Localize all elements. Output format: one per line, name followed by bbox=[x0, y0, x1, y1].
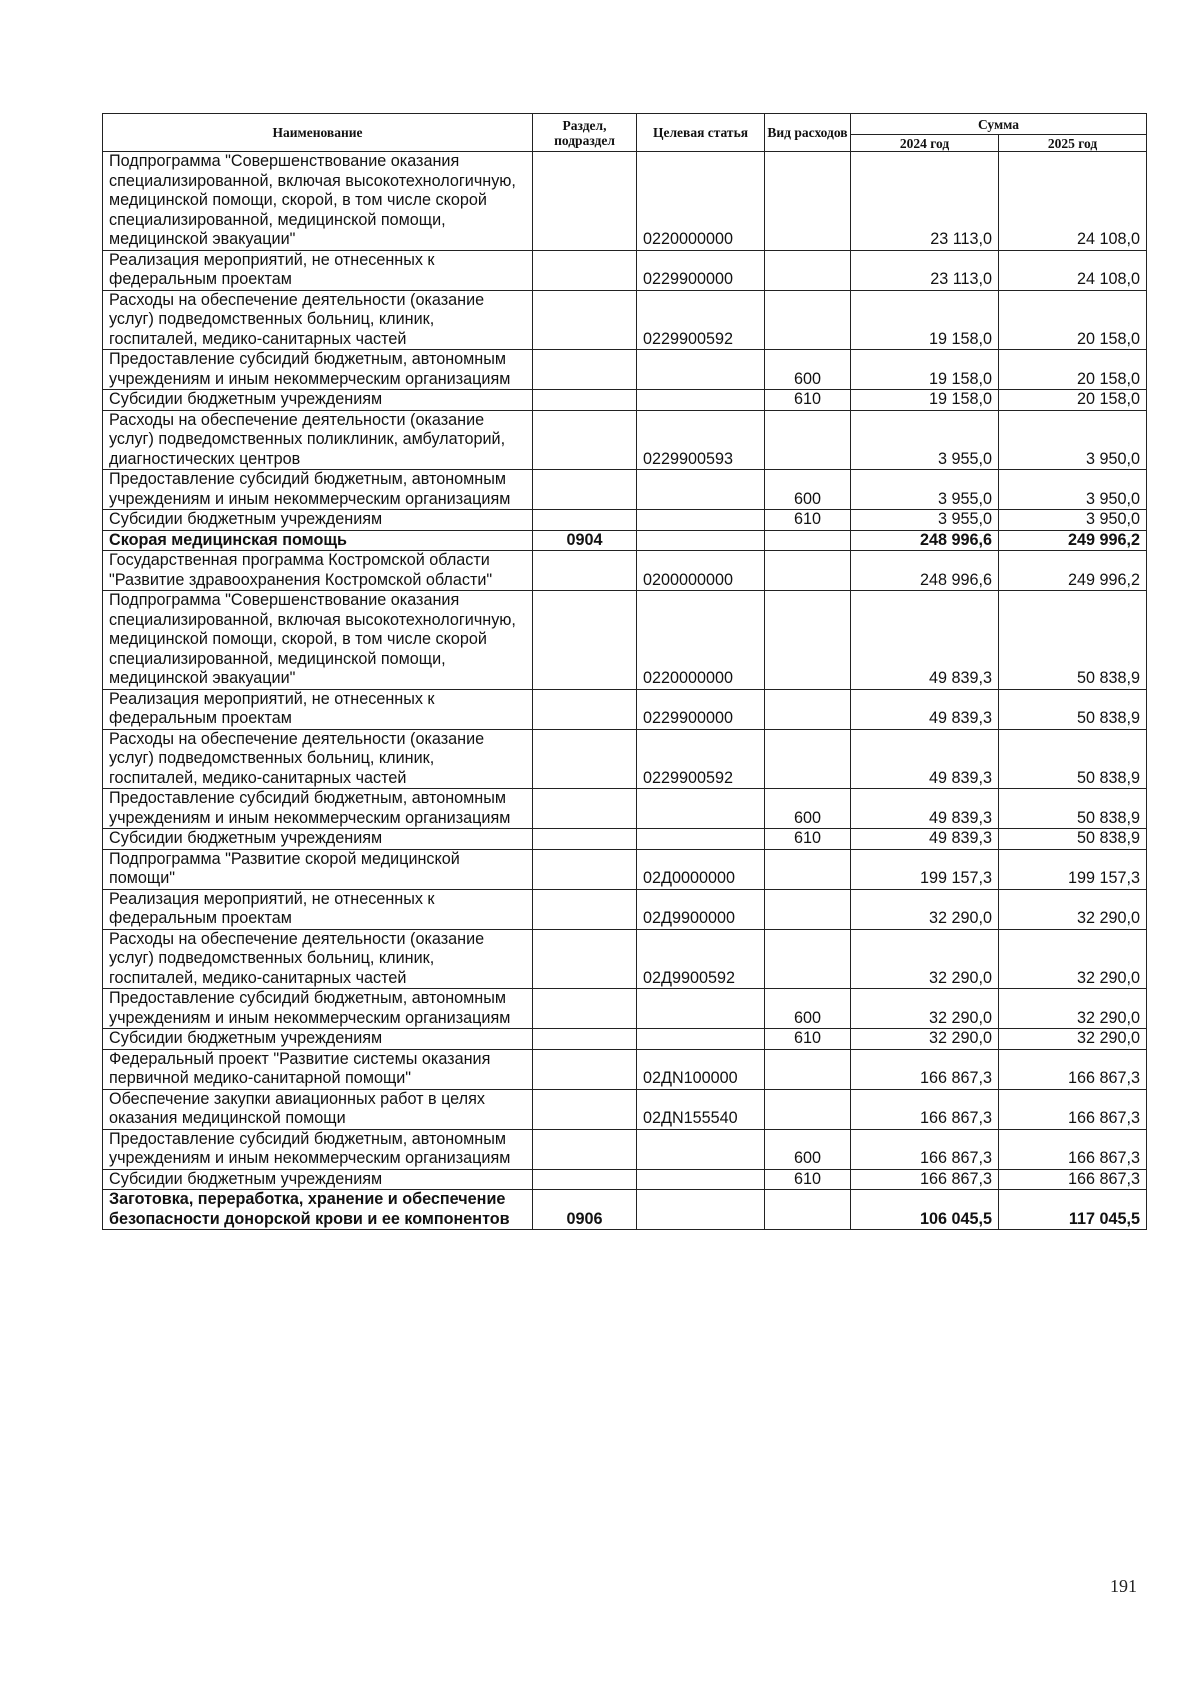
row-razdel-cell: 0906 bbox=[533, 1190, 637, 1230]
row-code-cell: 0229900000 bbox=[637, 250, 765, 290]
row-vid-cell: 600 bbox=[765, 789, 851, 829]
row-name-cell: Заготовка, переработка, хранение и обеспечение безопасности донорской крови и ее компонентов bbox=[103, 1190, 533, 1230]
table-row bbox=[103, 410, 1147, 470]
table-row bbox=[103, 849, 1147, 889]
row-name-cell: Расходы на обеспечение деятельности (оказание услуг) подведомственных больниц, клиник, госпиталей, медико-санитарных частей bbox=[103, 729, 533, 789]
row-code-cell bbox=[637, 1029, 765, 1050]
row-sum-2024-cell: 19 158,0 bbox=[851, 390, 999, 411]
page-number: 191 bbox=[1110, 1576, 1137, 1596]
row-sum-2024-cell: 199 157,3 bbox=[851, 849, 999, 889]
row-vid-cell bbox=[765, 591, 851, 690]
row-sum-2024-cell: 3 955,0 bbox=[851, 510, 999, 531]
row-vid-cell bbox=[765, 410, 851, 470]
row-razdel-cell bbox=[533, 250, 637, 290]
table-row bbox=[103, 829, 1147, 850]
row-razdel-cell bbox=[533, 591, 637, 690]
row-code-cell: 02ДN100000 bbox=[637, 1049, 765, 1089]
row-name-cell: Федеральный проект "Развитие системы оказания первичной медико-санитарной помощи" bbox=[103, 1049, 533, 1089]
row-sum-2024-cell: 49 839,3 bbox=[851, 689, 999, 729]
row-vid-cell: 600 bbox=[765, 1129, 851, 1169]
row-sum-2025-cell: 3 950,0 bbox=[999, 470, 1147, 510]
row-name-cell: Предоставление субсидий бюджетным, автономным учреждениям и иным некоммерческим организациям bbox=[103, 470, 533, 510]
table-row bbox=[103, 1190, 1147, 1230]
row-sum-2025-cell: 166 867,3 bbox=[999, 1049, 1147, 1089]
header-year-2025: 2025 год bbox=[999, 135, 1147, 152]
row-code-cell bbox=[637, 350, 765, 390]
row-vid-cell: 600 bbox=[765, 989, 851, 1029]
row-code-cell bbox=[637, 510, 765, 531]
row-sum-2024-cell: 3 955,0 bbox=[851, 470, 999, 510]
row-sum-2025-cell: 20 158,0 bbox=[999, 390, 1147, 411]
row-name-cell: Обеспечение закупки авиационных работ в целях оказания медицинской помощи bbox=[103, 1089, 533, 1129]
row-code-cell: 02Д0000000 bbox=[637, 849, 765, 889]
row-razdel-cell bbox=[533, 410, 637, 470]
row-sum-2025-cell: 249 996,2 bbox=[999, 530, 1147, 551]
row-sum-2025-cell: 50 838,9 bbox=[999, 591, 1147, 690]
row-code-cell bbox=[637, 1190, 765, 1230]
row-sum-2025-cell: 3 950,0 bbox=[999, 410, 1147, 470]
row-code-cell: 0229900000 bbox=[637, 689, 765, 729]
row-sum-2024-cell: 19 158,0 bbox=[851, 350, 999, 390]
row-sum-2025-cell: 117 045,5 bbox=[999, 1190, 1147, 1230]
row-code-cell: 0200000000 bbox=[637, 551, 765, 591]
row-vid-cell bbox=[765, 689, 851, 729]
row-sum-2024-cell: 49 839,3 bbox=[851, 729, 999, 789]
table-row bbox=[103, 551, 1147, 591]
row-code-cell: 0220000000 bbox=[637, 591, 765, 690]
table-row bbox=[103, 729, 1147, 789]
row-sum-2025-cell: 3 950,0 bbox=[999, 510, 1147, 531]
table-header bbox=[103, 114, 1147, 152]
row-razdel-cell bbox=[533, 929, 637, 989]
row-name-cell: Расходы на обеспечение деятельности (оказание услуг) подведомственных поликлиник, амбулаторий, диагностических центров bbox=[103, 410, 533, 470]
row-sum-2025-cell: 20 158,0 bbox=[999, 290, 1147, 350]
table-row bbox=[103, 1089, 1147, 1129]
row-vid-cell bbox=[765, 551, 851, 591]
row-name-cell: Субсидии бюджетным учреждениям bbox=[103, 1169, 533, 1190]
row-vid-cell: 600 bbox=[765, 350, 851, 390]
table-row bbox=[103, 929, 1147, 989]
header-summa: Сумма bbox=[851, 114, 1147, 135]
row-vid-cell bbox=[765, 849, 851, 889]
table-row bbox=[103, 470, 1147, 510]
budget-table bbox=[102, 113, 1147, 1230]
row-name-cell: Предоставление субсидий бюджетным, автономным учреждениям и иным некоммерческим организациям bbox=[103, 989, 533, 1029]
table-row bbox=[103, 290, 1147, 350]
row-vid-cell: 600 bbox=[765, 470, 851, 510]
row-name-cell: Субсидии бюджетным учреждениям bbox=[103, 510, 533, 531]
row-sum-2024-cell: 23 113,0 bbox=[851, 152, 999, 251]
row-sum-2024-cell: 166 867,3 bbox=[851, 1169, 999, 1190]
row-sum-2025-cell: 50 838,9 bbox=[999, 729, 1147, 789]
row-name-cell: Реализация мероприятий, не отнесенных к федеральным проектам bbox=[103, 889, 533, 929]
row-code-cell bbox=[637, 1169, 765, 1190]
row-sum-2024-cell: 248 996,6 bbox=[851, 551, 999, 591]
row-vid-cell bbox=[765, 889, 851, 929]
row-razdel-cell bbox=[533, 849, 637, 889]
row-code-cell bbox=[637, 829, 765, 850]
row-code-cell bbox=[637, 989, 765, 1029]
table-row bbox=[103, 591, 1147, 690]
table-row bbox=[103, 1129, 1147, 1169]
row-sum-2024-cell: 106 045,5 bbox=[851, 1190, 999, 1230]
row-name-cell: Расходы на обеспечение деятельности (оказание услуг) подведомственных больниц, клиник, госпиталей, медико-санитарных частей bbox=[103, 290, 533, 350]
row-razdel-cell bbox=[533, 729, 637, 789]
row-vid-cell bbox=[765, 1049, 851, 1089]
row-sum-2025-cell: 199 157,3 bbox=[999, 849, 1147, 889]
row-sum-2024-cell: 3 955,0 bbox=[851, 410, 999, 470]
row-name-cell: Скорая медицинская помощь bbox=[103, 530, 533, 551]
row-code-cell: 0229900592 bbox=[637, 729, 765, 789]
header-name: Наименование bbox=[103, 114, 533, 152]
row-vid-cell: 610 bbox=[765, 390, 851, 411]
row-vid-cell bbox=[765, 1190, 851, 1230]
row-sum-2025-cell: 24 108,0 bbox=[999, 152, 1147, 251]
row-razdel-cell bbox=[533, 1089, 637, 1129]
row-name-cell: Реализация мероприятий, не отнесенных к федеральным проектам bbox=[103, 689, 533, 729]
row-razdel-cell: 0904 bbox=[533, 530, 637, 551]
table-row bbox=[103, 390, 1147, 411]
row-vid-cell: 610 bbox=[765, 829, 851, 850]
row-sum-2024-cell: 248 996,6 bbox=[851, 530, 999, 551]
table-row bbox=[103, 1029, 1147, 1050]
row-name-cell: Субсидии бюджетным учреждениям bbox=[103, 1029, 533, 1050]
table-row bbox=[103, 889, 1147, 929]
row-code-cell bbox=[637, 1129, 765, 1169]
row-name-cell: Подпрограмма "Совершенствование оказания специализированной, включая высокотехнологичную, медицинской помощи, скорой, в том числе скорой специализированной, медицинской помощи, медицинской эвакуации" bbox=[103, 152, 533, 251]
table-row bbox=[103, 789, 1147, 829]
table-row bbox=[103, 689, 1147, 729]
row-vid-cell bbox=[765, 250, 851, 290]
table-body bbox=[103, 152, 1147, 1230]
row-razdel-cell bbox=[533, 551, 637, 591]
table-row bbox=[103, 989, 1147, 1029]
header-celevaya: Целевая статья bbox=[637, 114, 765, 152]
row-sum-2025-cell: 50 838,9 bbox=[999, 829, 1147, 850]
row-sum-2025-cell: 166 867,3 bbox=[999, 1089, 1147, 1129]
row-sum-2024-cell: 49 839,3 bbox=[851, 591, 999, 690]
row-sum-2024-cell: 166 867,3 bbox=[851, 1049, 999, 1089]
row-razdel-cell bbox=[533, 390, 637, 411]
row-sum-2025-cell: 166 867,3 bbox=[999, 1129, 1147, 1169]
row-vid-cell bbox=[765, 929, 851, 989]
row-sum-2025-cell: 50 838,9 bbox=[999, 789, 1147, 829]
row-vid-cell bbox=[765, 290, 851, 350]
header-year-2024: 2024 год bbox=[851, 135, 999, 152]
row-razdel-cell bbox=[533, 470, 637, 510]
table-row bbox=[103, 1169, 1147, 1190]
row-code-cell bbox=[637, 530, 765, 551]
row-razdel-cell bbox=[533, 290, 637, 350]
row-sum-2025-cell: 249 996,2 bbox=[999, 551, 1147, 591]
header-razdel: Раздел, подраздел bbox=[533, 114, 637, 152]
row-razdel-cell bbox=[533, 1049, 637, 1089]
row-razdel-cell bbox=[533, 1029, 637, 1050]
row-name-cell: Расходы на обеспечение деятельности (оказание услуг) подведомственных больниц, клиник, госпиталей, медико-санитарных частей bbox=[103, 929, 533, 989]
row-sum-2024-cell: 32 290,0 bbox=[851, 929, 999, 989]
row-code-cell: 0220000000 bbox=[637, 152, 765, 251]
row-name-cell: Предоставление субсидий бюджетным, автономным учреждениям и иным некоммерческим организациям bbox=[103, 1129, 533, 1169]
table-row bbox=[103, 510, 1147, 531]
row-razdel-cell bbox=[533, 152, 637, 251]
row-sum-2025-cell: 32 290,0 bbox=[999, 989, 1147, 1029]
row-code-cell bbox=[637, 390, 765, 411]
row-sum-2024-cell: 32 290,0 bbox=[851, 989, 999, 1029]
row-vid-cell: 610 bbox=[765, 1029, 851, 1050]
row-razdel-cell bbox=[533, 1169, 637, 1190]
row-name-cell: Реализация мероприятий, не отнесенных к федеральным проектам bbox=[103, 250, 533, 290]
row-sum-2025-cell: 32 290,0 bbox=[999, 889, 1147, 929]
row-razdel-cell bbox=[533, 510, 637, 531]
row-sum-2025-cell: 24 108,0 bbox=[999, 250, 1147, 290]
row-razdel-cell bbox=[533, 1129, 637, 1169]
row-name-cell: Подпрограмма "Совершенствование оказания специализированной, включая высокотехнологичную, медицинской помощи, скорой, в том числе скорой специализированной, медицинской помощи, медицинской эвакуации" bbox=[103, 591, 533, 690]
table-row bbox=[103, 152, 1147, 251]
row-sum-2024-cell: 166 867,3 bbox=[851, 1129, 999, 1169]
row-razdel-cell bbox=[533, 350, 637, 390]
row-razdel-cell bbox=[533, 789, 637, 829]
row-name-cell: Государственная программа Костромской области "Развитие здравоохранения Костромской области" bbox=[103, 551, 533, 591]
row-sum-2024-cell: 49 839,3 bbox=[851, 789, 999, 829]
row-vid-cell bbox=[765, 152, 851, 251]
row-sum-2024-cell: 49 839,3 bbox=[851, 829, 999, 850]
table-row bbox=[103, 530, 1147, 551]
table-row bbox=[103, 250, 1147, 290]
table-row bbox=[103, 1049, 1147, 1089]
row-razdel-cell bbox=[533, 989, 637, 1029]
row-razdel-cell bbox=[533, 889, 637, 929]
row-sum-2025-cell: 32 290,0 bbox=[999, 929, 1147, 989]
row-razdel-cell bbox=[533, 829, 637, 850]
row-vid-cell bbox=[765, 1089, 851, 1129]
row-razdel-cell bbox=[533, 689, 637, 729]
row-sum-2024-cell: 32 290,0 bbox=[851, 889, 999, 929]
row-name-cell: Предоставление субсидий бюджетным, автономным учреждениям и иным некоммерческим организациям bbox=[103, 350, 533, 390]
row-code-cell bbox=[637, 789, 765, 829]
row-name-cell: Субсидии бюджетным учреждениям bbox=[103, 829, 533, 850]
row-name-cell: Предоставление субсидий бюджетным, автономным учреждениям и иным некоммерческим организациям bbox=[103, 789, 533, 829]
row-sum-2025-cell: 50 838,9 bbox=[999, 689, 1147, 729]
table-row bbox=[103, 350, 1147, 390]
row-sum-2025-cell: 32 290,0 bbox=[999, 1029, 1147, 1050]
row-code-cell: 02Д9900592 bbox=[637, 929, 765, 989]
row-code-cell: 0229900593 bbox=[637, 410, 765, 470]
row-vid-cell: 610 bbox=[765, 1169, 851, 1190]
row-name-cell: Подпрограмма "Развитие скорой медицинской помощи" bbox=[103, 849, 533, 889]
row-code-cell: 0229900592 bbox=[637, 290, 765, 350]
row-sum-2024-cell: 166 867,3 bbox=[851, 1089, 999, 1129]
row-vid-cell bbox=[765, 530, 851, 551]
header-vid: Вид расходов bbox=[765, 114, 851, 152]
row-sum-2025-cell: 20 158,0 bbox=[999, 350, 1147, 390]
row-name-cell: Субсидии бюджетным учреждениям bbox=[103, 390, 533, 411]
row-code-cell: 02Д9900000 bbox=[637, 889, 765, 929]
row-vid-cell: 610 bbox=[765, 510, 851, 531]
row-sum-2024-cell: 32 290,0 bbox=[851, 1029, 999, 1050]
row-sum-2024-cell: 19 158,0 bbox=[851, 290, 999, 350]
row-vid-cell bbox=[765, 729, 851, 789]
row-sum-2024-cell: 23 113,0 bbox=[851, 250, 999, 290]
row-code-cell bbox=[637, 470, 765, 510]
row-code-cell: 02ДN155540 bbox=[637, 1089, 765, 1129]
row-sum-2025-cell: 166 867,3 bbox=[999, 1169, 1147, 1190]
